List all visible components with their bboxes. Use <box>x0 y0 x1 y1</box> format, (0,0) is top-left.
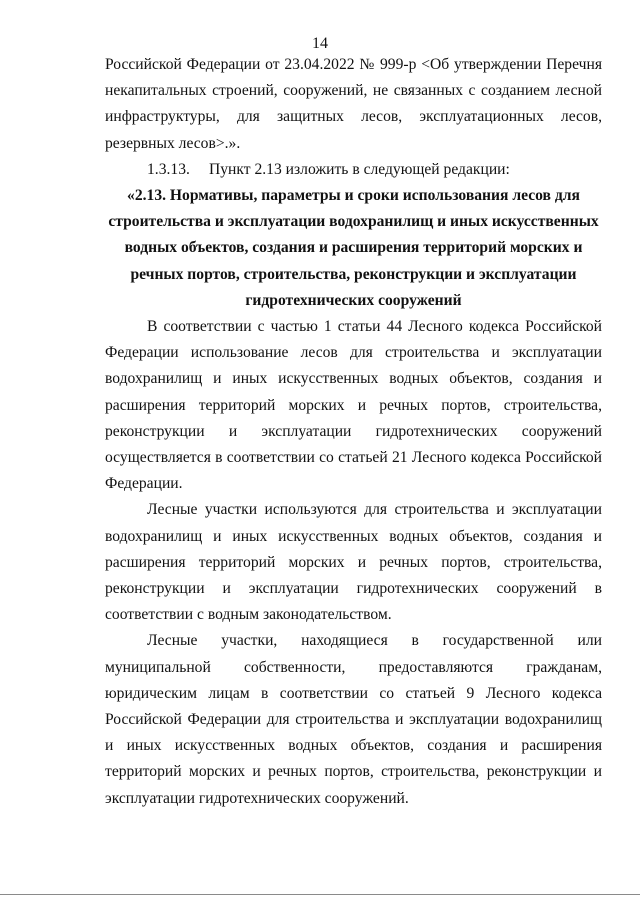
document-body <box>105 52 602 812</box>
body-paragraph-3: Лесные участки, находящиеся в государственной или муниципальной собственности, предоставляются гражданам, юридическим лицам в соответствии со статьей 9 Лесного кодекса Российской Федерации для строительства и эксплуатации водохранилищ и иных искусственных водных объектов, создания и расширения территорий морских и речных портов, строительства, реконструкции и эксплуатации гидротехнических сооружений. <box>105 632 602 807</box>
amendment-item <box>105 157 602 183</box>
page-bottom-divider <box>0 894 640 895</box>
body-paragraph-1: В соответствии с частью 1 статьи 44 Лесного кодекса Российской Федерации использование лесов для строительства и эксплуатации водохранилищ и иных искусственных водных объектов, создания и расширения территорий морских и речных портов, строительства, реконструкции и эксплуатации гидротехнических сооружений осуществляется в соответствии со статьей 21 Лесного кодекса Российской Федерации. <box>105 318 602 493</box>
item-number: 1.3.13. <box>147 160 190 178</box>
section-heading: «2.13. Нормативы, параметры и сроки использования лесов для строительства и эксплуатации водохранилищ и иных искусственных водных объектов, создания и расширения территорий морских и речных портов, строительства, реконструкции и эксплуатации гидротехнических сооружений <box>108 187 599 309</box>
page-number: 14 <box>312 35 328 52</box>
body-paragraph-2: Лесные участки используются для строительства и эксплуатации водохранилищ и иных искусственных водных объектов, создания и расширения территорий морских и речных портов, строительства, реконструкции и эксплуатации гидротехнических сооружений в соответствии с водным законодательством. <box>105 501 602 624</box>
intro-paragraph: Российской Федерации от 23.04.2022 № 999-р <Об утверждении Перечня некапитальных строений, сооружений, не связанных с созданием лесной инфраструктуры, для защитных лесов, эксплуатационных лесов, резервных лесов>.». <box>105 56 602 152</box>
item-text: Пункт 2.13 изложить в следующей редакции: <box>209 160 510 178</box>
